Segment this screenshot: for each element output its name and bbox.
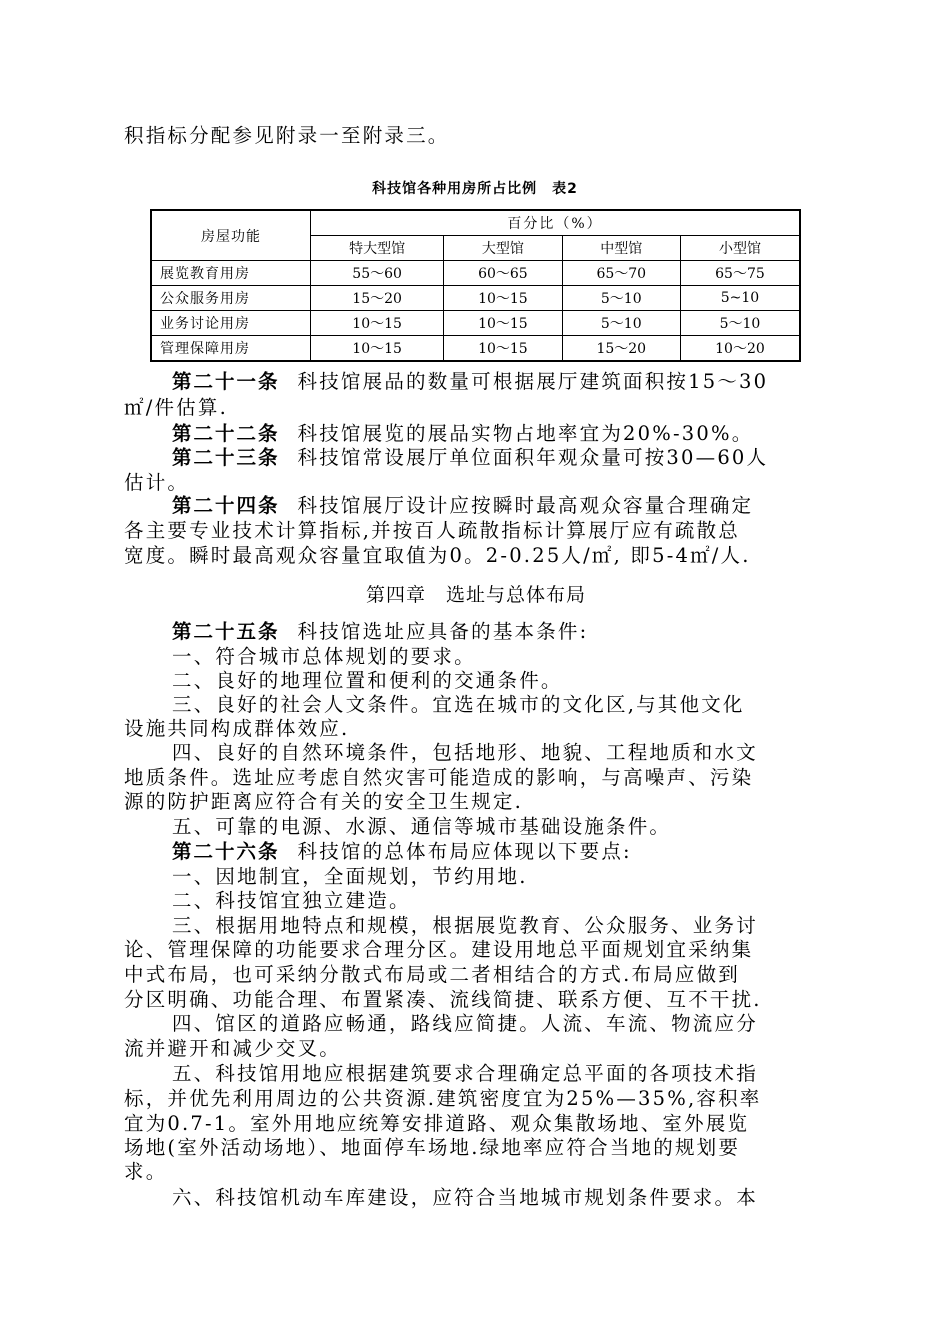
article-24-line-2: 各主要专业技术计算指标,并按百人疏散指标计算展厅应有疏散总	[124, 519, 740, 542]
column-header: 小型馆	[680, 236, 800, 261]
table-cell: 10～15	[311, 311, 444, 336]
list-item: 标，并优先利用周边的公共资源.建筑密度宜为25%—35%,容积率	[124, 1087, 762, 1110]
article-title: 第二十一条	[172, 370, 280, 393]
article-24-line	[172, 494, 828, 518]
table-cell: 60～65	[444, 261, 562, 286]
table-row	[151, 311, 800, 336]
list-item: 场地(室外活动场地）、地面停车场地.绿地率应符合当地的规划要	[124, 1136, 741, 1159]
row-label: 公众服务用房	[151, 286, 311, 311]
table-cell: 65～70	[562, 261, 680, 286]
article-22-line	[172, 422, 828, 446]
article-26-line	[172, 840, 828, 864]
article-title: 第二十五条	[172, 620, 280, 643]
list-item: 宜为0.7-1。室外用地应统筹安排道路、观众集散场地、室外展览	[124, 1112, 750, 1135]
table-cell: 65～75	[680, 261, 800, 286]
list-item: 求。	[124, 1160, 168, 1183]
column-header: 中型馆	[562, 236, 680, 261]
list-item: 源的防护距离应符合有关的安全卫生规定.	[124, 790, 523, 813]
article-title: 第二十四条	[172, 494, 280, 517]
list-item: 一、因地制宜，全面规划，节约用地.	[172, 865, 528, 888]
list-item: 二、科技馆宜独立建造。	[172, 889, 411, 912]
article-23-line-2: 估计。	[124, 471, 190, 494]
table-cell: 55～60	[311, 261, 444, 286]
article-24-line-3: 宽度。瞬时最高观众容量宜取值为0。2-0.25人/㎡, 即5-4㎡/人.	[124, 544, 751, 567]
table-cell: 5～10	[680, 311, 800, 336]
article-text: 科技馆展品的数量可根据展厅建筑面积按15～30	[297, 370, 769, 393]
row-label: 展览教育用房	[151, 261, 311, 286]
list-item: 一、符合城市总体规划的要求。	[172, 645, 476, 668]
article-text: 科技馆选址应具备的基本条件:	[297, 620, 589, 643]
table-cell: 10～15	[444, 286, 562, 311]
article-21-line	[172, 370, 828, 394]
article-text: 科技馆展厅设计应按瞬时最高观众容量合理确定	[297, 494, 754, 517]
table-cell: 5～10	[562, 311, 680, 336]
room-ratio-table	[150, 209, 801, 362]
group-header: 百分比（%）	[311, 210, 801, 236]
list-item: 四、良好的自然环境条件，包括地形、地貌、工程地质和水文	[172, 741, 758, 764]
list-item: 流并避开和减少交叉。	[124, 1037, 342, 1060]
list-item: 二、良好的地理位置和便利的交通条件。	[172, 669, 563, 692]
list-item: 地质条件。选址应考虑自然灾害可能造成的影响，与高噪声、污染	[124, 766, 754, 789]
list-item: 四、馆区的道路应畅通，路线应简捷。人流、车流、物流应分	[172, 1012, 758, 1035]
table-row	[151, 261, 800, 286]
chapter-title: 第四章 选址与总体布局	[365, 584, 586, 606]
table-cell: 5～10	[562, 286, 680, 311]
table-cell: 10～15	[311, 336, 444, 362]
table-cell: 10～15	[444, 336, 562, 362]
list-item: 论、管理保障的功能要求合理分区。建设用地总平面规划宜采纳集	[124, 938, 754, 961]
table-row	[151, 336, 800, 362]
article-21-line-2: ㎡/件估算.	[124, 396, 228, 419]
row-label: 管理保障用房	[151, 336, 311, 362]
list-item: 三、良好的社会人文条件。宜选在城市的文化区,与其他文化	[172, 693, 745, 716]
list-item: 五、科技馆用地应根据建筑要求合理确定总平面的各项技术指	[172, 1062, 758, 1085]
article-23-line	[172, 446, 828, 470]
article-title: 第二十六条	[172, 840, 280, 863]
table-cell: 5~10	[680, 286, 800, 311]
row-label: 业务讨论用房	[151, 311, 311, 336]
intro-line: 积指标分配参见附录一至附录三。	[124, 124, 450, 147]
article-title: 第二十三条	[172, 446, 280, 469]
article-text: 科技馆常设展厅单位面积年观众量可按30—60人	[297, 446, 769, 469]
column-header: 大型馆	[444, 236, 562, 261]
article-title: 第二十二条	[172, 422, 280, 445]
table-cell: 10～20	[680, 336, 800, 362]
article-25-line	[172, 620, 828, 644]
table-cell: 10～15	[444, 311, 562, 336]
table-caption: 科技馆各种用房所占比例 表2	[372, 181, 578, 197]
list-item: 设施共同构成群体效应.	[124, 717, 350, 740]
column-header: 特大型馆	[311, 236, 444, 261]
corner-header: 房屋功能	[151, 210, 311, 261]
list-item: 中式布局，也可采纳分散式布局或二者相结合的方式.布局应做到	[124, 963, 740, 986]
list-item: 五、可靠的电源、水源、通信等城市基础设施条件。	[172, 815, 672, 838]
table-cell: 15～20	[562, 336, 680, 362]
list-item: 三、根据用地特点和规模，根据展览教育、公众服务、业务讨	[172, 914, 758, 937]
table-row	[151, 286, 800, 311]
article-text: 科技馆的总体布局应体现以下要点:	[297, 840, 632, 863]
table-header-row	[151, 210, 800, 236]
list-item: 六、科技馆机动车库建设，应符合当地城市规划条件要求。本	[172, 1186, 758, 1209]
article-text: 科技馆展览的展品实物占地率宜为20%-30%。	[297, 422, 754, 445]
table-cell: 15～20	[311, 286, 444, 311]
list-item: 分区明确、功能合理、布置紧凑、流线简捷、联系方便、互不干扰.	[124, 988, 762, 1011]
